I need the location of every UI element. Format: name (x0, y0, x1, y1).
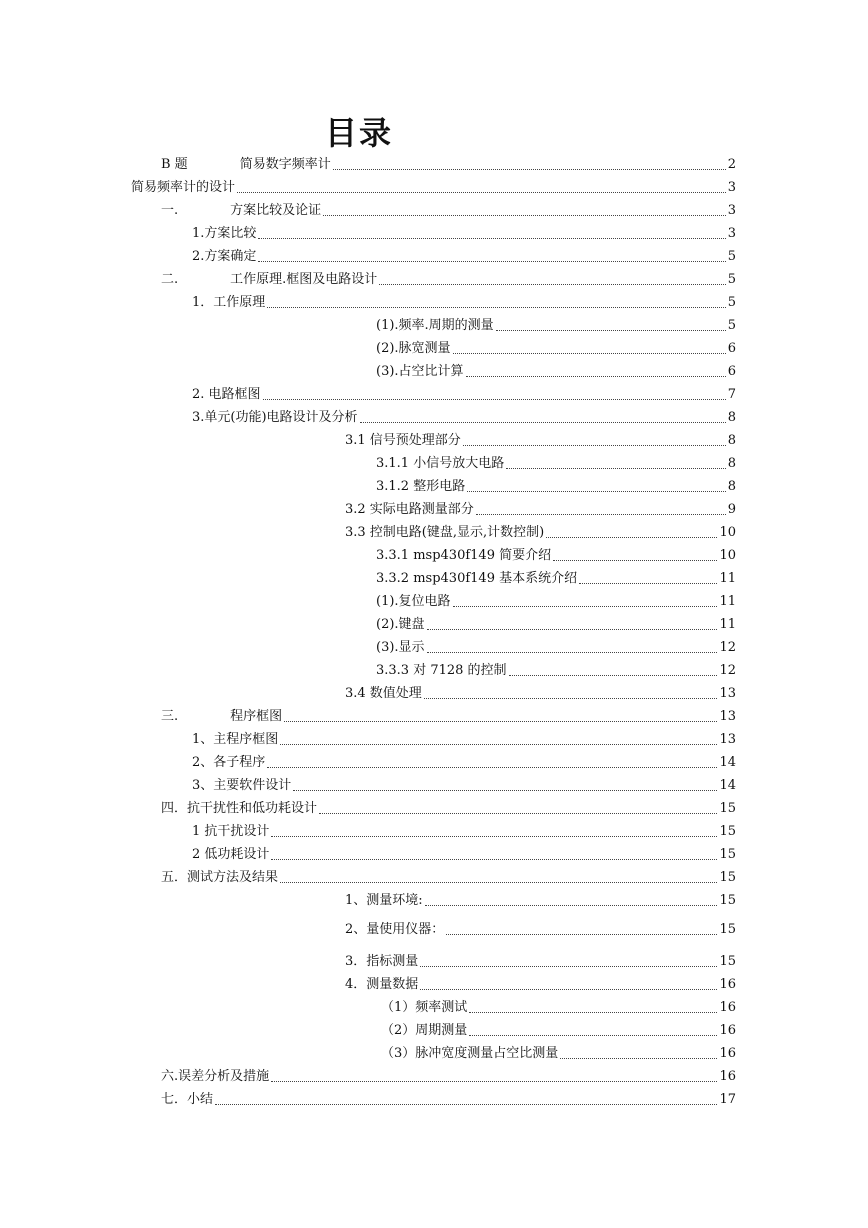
toc-entry-label: 3.单元(功能)电路设计及分析 (192, 410, 358, 425)
toc-entry[interactable] (376, 565, 736, 587)
dot-leader (560, 1058, 717, 1059)
toc-page-number: 15 (719, 801, 736, 816)
toc-entry-heading: 工作原理.框图及电路设计 (230, 272, 378, 287)
dot-leader (280, 744, 717, 745)
toc-entry-label: 2、量使用仪器： (345, 922, 445, 937)
toc-entry[interactable] (381, 1017, 736, 1039)
toc-page-number: 15 (719, 954, 736, 969)
toc-entry[interactable] (376, 634, 736, 656)
toc-page-number: 11 (719, 571, 736, 586)
toc-entry[interactable] (376, 358, 736, 380)
dot-leader (425, 905, 718, 906)
toc-page-number: 16 (719, 1023, 736, 1038)
toc-page-number: 3 (727, 203, 736, 218)
dot-leader (333, 169, 726, 170)
toc-page-number: 8 (727, 479, 736, 494)
toc-entry-label: 六.误差分析及措施 (161, 1069, 270, 1084)
toc-entry[interactable] (192, 841, 736, 863)
dot-leader (258, 238, 725, 239)
toc-page-number: 5 (727, 295, 736, 310)
dot-leader (546, 537, 717, 538)
dot-leader (271, 859, 717, 860)
dot-leader (258, 261, 725, 262)
toc-entry[interactable] (161, 1063, 736, 1085)
toc-page-number: 15 (719, 922, 736, 937)
toc-entry-label: (3).显示 (376, 640, 425, 655)
toc-page-number: 5 (727, 272, 736, 287)
toc-entry-label: 四．抗干扰性和低功耗设计 (161, 801, 318, 816)
dot-leader (463, 445, 726, 446)
toc-entry[interactable] (345, 971, 736, 993)
toc-entry[interactable] (192, 404, 736, 426)
toc-page-number: 11 (719, 594, 736, 609)
dot-leader (553, 560, 717, 561)
toc-entry-label: 3.4 数值处理 (345, 686, 422, 701)
dot-leader (263, 399, 726, 400)
dot-leader (446, 934, 717, 935)
toc-entry[interactable] (345, 916, 736, 938)
dot-leader (215, 1104, 717, 1105)
toc-entry[interactable] (131, 174, 736, 196)
toc-entry[interactable] (345, 496, 736, 518)
toc-page-number: 13 (719, 732, 736, 747)
toc-entry-label: 三. (161, 709, 179, 724)
toc-entry-label: (2).键盘 (376, 617, 425, 632)
dot-leader (420, 989, 717, 990)
toc-page-number: 3 (727, 180, 736, 195)
toc-entry-label: 3.3.2 msp430f149 基本系统介绍 (376, 571, 578, 586)
toc-entry[interactable] (376, 588, 736, 610)
toc-entry-label: (1).频率.周期的测量 (376, 318, 494, 333)
toc-entry-label: 4．测量数据 (345, 977, 419, 992)
dot-leader (467, 491, 726, 492)
dot-leader (271, 1081, 717, 1082)
toc-page-number: 8 (727, 433, 736, 448)
toc-entry[interactable] (192, 772, 736, 794)
dot-leader (453, 606, 718, 607)
toc-entry-label: 五．测试方法及结果 (161, 870, 279, 885)
toc-page-number: 14 (719, 778, 736, 793)
toc-page-number: 8 (727, 410, 736, 425)
toc-page-number: 14 (719, 755, 736, 770)
toc-entry-label: 1.方案比较 (192, 226, 257, 241)
dot-leader (427, 629, 718, 630)
toc-page-number: 16 (719, 1069, 736, 1084)
toc-entry-label: 简易频率计的设计 (131, 180, 236, 195)
toc-entry-label: (3).占空比计算 (376, 364, 464, 379)
dot-leader (323, 215, 726, 216)
toc-entry[interactable] (161, 151, 736, 173)
toc-page-number: 15 (719, 847, 736, 862)
toc-page-number: 10 (719, 548, 736, 563)
toc-entry-label: 1、测量环境: (345, 893, 423, 908)
toc-page-number: 16 (719, 977, 736, 992)
toc-entry[interactable] (345, 427, 736, 449)
toc-entry[interactable] (192, 818, 736, 840)
toc-entry-label: 3.1.1 小信号放大电路 (376, 456, 505, 471)
toc-entry-label: (2).脉宽测量 (376, 341, 451, 356)
toc-entry-label: (1).复位电路 (376, 594, 451, 609)
toc-entry-label: （1）频率测试 (381, 1000, 468, 1015)
toc-entry-label: B 题 (161, 157, 188, 172)
toc-entry[interactable] (376, 542, 736, 564)
toc-page-number: 13 (719, 709, 736, 724)
toc-page-number: 8 (727, 456, 736, 471)
toc-entry-label: 2、各子程序 (192, 755, 266, 770)
dot-leader (271, 836, 717, 837)
toc-entry-label: 3.3.1 msp430f149 简要介绍 (376, 548, 552, 563)
dot-leader (496, 330, 726, 331)
dot-leader (427, 652, 718, 653)
toc-entry-label: （2）周期测量 (381, 1023, 468, 1038)
toc-entry-label: 3.1 信号预处理部分 (345, 433, 461, 448)
toc-page-number: 10 (719, 525, 736, 540)
toc-entry[interactable] (376, 312, 736, 334)
toc-entry[interactable] (161, 197, 736, 219)
toc-title: 目录 (324, 114, 393, 152)
toc-entry[interactable] (376, 335, 736, 357)
dot-leader (267, 307, 725, 308)
toc-page-number: 16 (719, 1000, 736, 1015)
toc-page-number: 5 (727, 318, 736, 333)
toc-entry[interactable] (192, 381, 736, 403)
toc-entry-label: 3.1.2 整形电路 (376, 479, 466, 494)
dot-leader (509, 675, 718, 676)
toc-page-number: 2 (727, 157, 736, 172)
toc-entry-label: 2 低功耗设计 (192, 847, 270, 862)
toc-page-number: 16 (719, 1046, 736, 1061)
dot-leader (579, 583, 717, 584)
dot-leader (237, 192, 726, 193)
toc-entry[interactable] (192, 243, 736, 265)
toc-page-number: 11 (719, 617, 736, 632)
toc-entry[interactable] (192, 749, 736, 771)
dot-leader (469, 1012, 717, 1013)
toc-entry[interactable] (161, 703, 736, 725)
toc-entry[interactable] (376, 473, 736, 495)
toc-page-number: 9 (727, 502, 736, 517)
toc-page-number: 7 (727, 387, 736, 402)
toc-entry-label: 3．指标测量 (345, 954, 419, 969)
toc-page-number: 3 (727, 226, 736, 241)
toc-entry[interactable] (381, 994, 736, 1016)
toc-page-number: 5 (727, 249, 736, 264)
toc-page-number: 15 (719, 893, 736, 908)
toc-entry[interactable] (192, 726, 736, 748)
toc-page-number: 6 (727, 364, 736, 379)
toc-entry-label: 1 抗干扰设计 (192, 824, 270, 839)
toc-entry-label: 3.3 控制电路(键盘,显示,计数控制) (345, 525, 545, 540)
toc-entry-label: 二. (161, 272, 179, 287)
toc-entry-heading: 程序框图 (230, 709, 283, 724)
toc-entry-label: 1．工作原理 (192, 295, 266, 310)
dot-leader (284, 721, 717, 722)
toc-entry-label: 3、主要软件设计 (192, 778, 292, 793)
toc-entry-label: 2. 电路框图 (192, 387, 261, 402)
toc-entry[interactable] (161, 795, 736, 817)
toc-page-number: 17 (719, 1092, 736, 1107)
toc-entry[interactable] (345, 680, 736, 702)
toc-page-number: 15 (719, 870, 736, 885)
dot-leader (466, 376, 726, 377)
toc-entry-heading: 方案比较及论证 (230, 203, 322, 218)
toc-entry-label: （3）脉冲宽度测量占空比测量 (381, 1046, 559, 1061)
toc-entry-label: 1、主程序框图 (192, 732, 279, 747)
toc-entry-label: 2.方案确定 (192, 249, 257, 264)
dot-leader (424, 698, 718, 699)
toc-entry-heading: 简易数字频率计 (239, 157, 331, 172)
dot-leader (267, 767, 717, 768)
toc-entry[interactable] (161, 266, 736, 288)
dot-leader (453, 353, 726, 354)
dot-leader (293, 790, 717, 791)
toc-entry[interactable] (192, 220, 736, 242)
dot-leader (280, 882, 717, 883)
toc-entry[interactable] (381, 1040, 736, 1062)
toc-entry-label: 一. (161, 203, 179, 218)
dot-leader (469, 1035, 717, 1036)
toc-entry[interactable] (376, 611, 736, 633)
toc-entry[interactable] (345, 887, 736, 909)
dot-leader (420, 966, 717, 967)
toc-entry[interactable] (376, 450, 736, 472)
toc-page-number: 12 (719, 663, 736, 678)
dot-leader (379, 284, 725, 285)
toc-page-number: 13 (719, 686, 736, 701)
toc-page-number: 12 (719, 640, 736, 655)
dot-leader (360, 422, 726, 423)
toc-page-number: 15 (719, 824, 736, 839)
toc-entry[interactable] (161, 864, 736, 886)
toc-entry-label: 3.2 实际电路测量部分 (345, 502, 474, 517)
dot-leader (476, 514, 726, 515)
toc-entry-label: 3.3.3 对 7128 的控制 (376, 663, 507, 678)
toc-entry[interactable] (376, 657, 736, 679)
toc-entry[interactable] (345, 519, 736, 541)
toc-entry[interactable] (192, 289, 736, 311)
dot-leader (506, 468, 726, 469)
dot-leader (319, 813, 717, 814)
toc-entry-label: 七．小结 (161, 1092, 214, 1107)
toc-page-number: 6 (727, 341, 736, 356)
toc-entry[interactable] (161, 1086, 736, 1108)
toc-entry[interactable] (345, 948, 736, 970)
